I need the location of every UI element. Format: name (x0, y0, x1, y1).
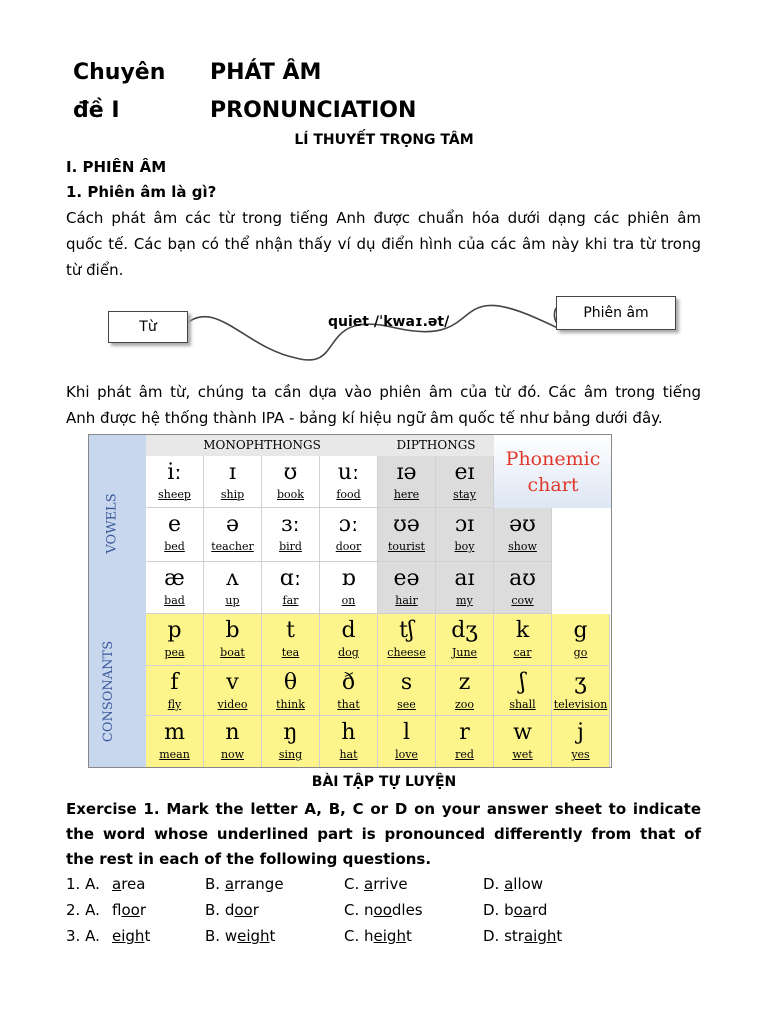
answer-option (112, 927, 150, 945)
header-diphthongs: DIPTHONGS (378, 434, 494, 457)
phoneme-cell (204, 716, 262, 768)
phoneme-example-word: up (225, 594, 240, 607)
phoneme-example-word: show (508, 540, 537, 553)
phoneme-symbol: j (577, 720, 584, 745)
phoneme-cell (436, 716, 494, 768)
option-underlined-part: oo (234, 901, 253, 919)
phoneme-symbol: ʊə (393, 512, 420, 537)
chart-title-line2: chart (527, 474, 579, 496)
phoneme-example-word: love (395, 748, 418, 761)
phoneme-cell (436, 508, 494, 562)
phoneme-example-word: tourist (388, 540, 425, 553)
phoneme-example-word: go (573, 646, 588, 659)
option-suffix: rrive (373, 875, 408, 893)
phoneme-cell (378, 508, 436, 562)
phoneme-example-word: red (455, 748, 474, 761)
phoneme-cell (552, 666, 610, 716)
option-underlined-part: a (504, 875, 514, 893)
phoneme-symbol: d (341, 618, 356, 643)
phoneme-example-word: yes (571, 748, 590, 761)
phoneme-symbol: iː (167, 460, 182, 485)
header-pronunciation: PRONUNCIATION (210, 98, 417, 123)
option-suffix: t (144, 927, 151, 945)
answer-option (483, 901, 547, 919)
phoneme-symbol: θ (283, 670, 298, 695)
phoneme-cell (146, 508, 204, 562)
option-prefix: D. str (483, 927, 524, 945)
phoneme-symbol: ɪə (396, 460, 417, 485)
question-number: 3. A. (66, 927, 100, 945)
answer-option (112, 901, 146, 919)
phoneme-example-word: bad (164, 594, 185, 607)
phoneme-example-word: sing (278, 748, 303, 761)
phoneme-cell (320, 666, 378, 716)
phoneme-cell (262, 614, 320, 666)
phoneme-symbol: əʊ (509, 512, 536, 537)
diagram-example: quiet /ˈkwaɪ.ət/ (328, 314, 450, 330)
phoneme-example-word: far (282, 594, 299, 607)
answer-option (205, 875, 284, 893)
phoneme-example-word: cow (511, 594, 534, 607)
option-underlined-part: a (224, 875, 235, 893)
phoneme-symbol: tʃ (399, 618, 414, 643)
option-prefix: fl (112, 901, 122, 919)
phoneme-cell (146, 562, 204, 614)
option-suffix: t (405, 927, 412, 945)
phoneme-example-word: car (513, 646, 532, 659)
option-suffix: rea (121, 875, 146, 893)
option-suffix: rrange (234, 875, 284, 893)
phoneme-symbol: t (286, 618, 295, 643)
question-number: 2. A. (66, 901, 100, 919)
phoneme-example-word: hat (339, 748, 358, 761)
phoneme-symbol: uː (337, 460, 360, 485)
phoneme-cell (262, 508, 320, 562)
phoneme-example-word: see (397, 698, 416, 711)
phoneme-example-word: hair (395, 594, 418, 607)
phoneme-symbol: æ (164, 566, 185, 591)
phoneme-symbol: n (225, 720, 240, 745)
option-prefix: B. (205, 875, 225, 893)
phoneme-example-word: ship (220, 488, 245, 501)
phoneme-example-word: cheese (387, 646, 426, 659)
phoneme-example-word: sheep (158, 488, 191, 501)
phoneme-cell (262, 666, 320, 716)
answer-option (205, 901, 259, 919)
exercise-instruction (66, 797, 701, 872)
phoneme-example-word: door (335, 540, 362, 553)
phoneme-cell (494, 508, 552, 562)
phoneme-example-word: tea (281, 646, 300, 659)
heading-phien-am: I. PHIÊN ÂM (66, 158, 167, 176)
phoneme-example-word: fly (167, 698, 182, 711)
instruction-line: the rest in each of the following questions. (66, 850, 432, 868)
phoneme-symbol: ɜː (281, 512, 300, 537)
option-underlined-part: eigh (373, 927, 406, 945)
option-prefix: D. (483, 875, 505, 893)
option-prefix: C. h (344, 927, 374, 945)
answer-option (483, 927, 562, 945)
option-suffix: dles (391, 901, 423, 919)
header-de: đề I (73, 98, 120, 123)
phoneme-cell (262, 716, 320, 768)
phoneme-example-word: dog (338, 646, 359, 659)
phoneme-symbol: v (226, 670, 239, 695)
exercise-section-title: BÀI TẬP TỰ LUYỆN (311, 774, 457, 790)
phoneme-cell (146, 716, 204, 768)
phoneme-cell (494, 562, 552, 614)
paragraph-1 (66, 205, 701, 283)
option-underlined-part: a (364, 875, 374, 893)
paragraph-2-line: Khi phát âm từ, chúng ta cần dựa vào phiên âm của từ đó. Các âm trong tiếng (66, 383, 701, 401)
phoneme-example-word: wet (512, 748, 533, 761)
consonants-side-panel (88, 614, 146, 768)
phoneme-symbol: aʊ (509, 566, 536, 591)
phoneme-symbol: ɒ (341, 566, 356, 591)
phoneme-symbol: eɪ (454, 460, 475, 485)
phoneme-cell (494, 614, 552, 666)
phoneme-symbol: b (225, 618, 240, 643)
option-suffix: r (139, 901, 146, 919)
option-prefix: B. d (205, 901, 235, 919)
option-prefix: C. n (344, 901, 374, 919)
phoneme-symbol: e (167, 512, 182, 537)
phoneme-symbol: dʒ (451, 618, 478, 643)
phoneme-example-word: boy (454, 540, 475, 553)
phoneme-symbol: ɑː (279, 566, 302, 591)
option-underlined-part: oo (121, 901, 140, 919)
phoneme-cell (436, 562, 494, 614)
header-phat-am: PHÁT ÂM (210, 60, 322, 85)
phoneme-cell (146, 666, 204, 716)
phoneme-example-word: book (277, 488, 304, 501)
option-suffix: llow (513, 875, 544, 893)
phoneme-symbol: f (170, 670, 179, 695)
phoneme-cell (320, 614, 378, 666)
phoneme-cell (146, 456, 204, 508)
answer-option (205, 927, 275, 945)
option-prefix: B. w (205, 927, 238, 945)
diagram-label-tu: Từ (108, 311, 188, 343)
phoneme-example-word: pea (164, 646, 185, 659)
phoneme-cell (204, 508, 262, 562)
phoneme-example-word: that (337, 698, 360, 711)
phoneme-symbol: ʃ (519, 670, 526, 695)
phoneme-cell (436, 456, 494, 508)
phoneme-cell (378, 666, 436, 716)
phoneme-cell (204, 614, 262, 666)
phoneme-symbol: z (458, 670, 471, 695)
phoneme-cell (204, 562, 262, 614)
phoneme-cell (320, 562, 378, 614)
phoneme-symbol: h (341, 720, 356, 745)
phoneme-example-word: here (393, 488, 420, 501)
phoneme-example-word: stay (453, 488, 476, 501)
option-suffix: t (556, 927, 563, 945)
option-underlined-part: a (112, 875, 122, 893)
side-label-vowels: VOWELS (104, 493, 120, 554)
option-underlined-part: oa (513, 901, 532, 919)
phoneme-symbol: aɪ (454, 566, 475, 591)
paragraph-1-line: từ điển. (66, 261, 124, 279)
phoneme-example-word: boat (220, 646, 245, 659)
phoneme-cell (552, 716, 610, 768)
side-label-consonants: CONSONANTS (101, 640, 117, 743)
phoneme-example-word: bird (279, 540, 302, 553)
phoneme-example-word: teacher (211, 540, 254, 553)
phoneme-example-word: mean (159, 748, 190, 761)
phoneme-cell (378, 456, 436, 508)
phoneme-symbol: ə (225, 512, 240, 537)
answer-option (344, 875, 408, 893)
phoneme-example-word: think (276, 698, 305, 711)
phoneme-cell (320, 716, 378, 768)
paragraph-1-line: quốc tế. Các bạn có thể nhận thấy ví dụ điển hình của các âm này khi tra từ trong (66, 235, 701, 253)
paragraph-2 (66, 379, 701, 431)
phoneme-symbol: g (573, 618, 588, 643)
phoneme-symbol: ð (341, 670, 356, 695)
section-title: LÍ THUYẾT TRỌNG TÂM (294, 132, 474, 148)
option-suffix: r (252, 901, 259, 919)
paragraph-2-line: Anh được hệ thống thành IPA - bảng kí hiệu ngữ âm quốc tế như bảng dưới đây. (66, 409, 663, 427)
diagram-label-phien-am: Phiên âm (556, 296, 676, 330)
phoneme-symbol: m (164, 720, 185, 745)
phoneme-cell (262, 456, 320, 508)
heading-phien-am-la-gi: 1. Phiên âm là gì? (66, 183, 217, 201)
answer-option (112, 875, 145, 893)
phoneme-symbol: r (459, 720, 470, 745)
phoneme-symbol: l (402, 720, 411, 745)
phoneme-example-word: zoo (454, 698, 475, 711)
chart-title-area (494, 434, 612, 508)
phoneme-symbol: ʊ (283, 460, 298, 485)
phoneme-cell (436, 666, 494, 716)
header-chuyen: Chuyên (73, 60, 166, 85)
phoneme-symbol: ʌ (226, 566, 239, 591)
phoneme-cell (378, 614, 436, 666)
phoneme-cell (262, 562, 320, 614)
phoneme-example-word: June (451, 646, 478, 659)
instruction-line: the word whose underlined part is pronounced differently from that of (66, 825, 701, 843)
option-prefix: C. (344, 875, 365, 893)
phoneme-example-word: television (553, 698, 608, 711)
phoneme-example-word: shall (509, 698, 536, 711)
phoneme-cell (552, 614, 610, 666)
phoneme-example-word: on (341, 594, 356, 607)
phoneme-symbol: ɪ (228, 460, 237, 485)
phoneme-cell (204, 456, 262, 508)
chart-title-line1: Phonemic (505, 448, 601, 470)
phoneme-cell (320, 508, 378, 562)
phoneme-symbol: w (513, 720, 532, 745)
question-number: 1. A. (66, 875, 100, 893)
phonemic-chart (88, 434, 612, 768)
phoneme-cell (378, 562, 436, 614)
phoneme-example-word: bed (164, 540, 185, 553)
phoneme-example-word: video (217, 698, 248, 711)
option-underlined-part: eigh (237, 927, 270, 945)
phoneme-symbol: k (515, 618, 530, 643)
phoneme-symbol: ŋ (283, 720, 298, 745)
phoneme-cell (494, 666, 552, 716)
phoneme-cell (146, 614, 204, 666)
answer-option (344, 901, 423, 919)
instruction-line: Exercise 1. Mark the letter A, B, C or D on your answer sheet to indicate (66, 800, 701, 818)
option-suffix: t (269, 927, 276, 945)
phoneme-example-word: now (220, 748, 245, 761)
phoneme-example-word: food (336, 488, 361, 501)
header-monophthongs: MONOPHTHONGS (146, 434, 378, 457)
option-underlined-part: eigh (112, 927, 145, 945)
phonetic-diagram (66, 288, 706, 372)
phoneme-symbol: ɔɪ (454, 512, 475, 537)
answer-option (483, 875, 543, 893)
phoneme-cell (378, 716, 436, 768)
phoneme-symbol: eə (393, 566, 420, 591)
phoneme-symbol: ɔː (338, 512, 359, 537)
phoneme-cell (204, 666, 262, 716)
phoneme-cell (436, 614, 494, 666)
phoneme-symbol: ʒ (574, 670, 587, 695)
phoneme-symbol: p (167, 618, 182, 643)
option-suffix: rd (531, 901, 548, 919)
phoneme-example-word: my (456, 594, 473, 607)
paragraph-1-line: Cách phát âm các từ trong tiếng Anh được chuẩn hóa dưới dạng các phiên âm (66, 209, 701, 227)
option-prefix: D. b (483, 901, 514, 919)
option-underlined-part: oo (373, 901, 392, 919)
phoneme-cell (320, 456, 378, 508)
option-underlined-part: aigh (523, 927, 557, 945)
answer-option (344, 927, 412, 945)
phoneme-cell (494, 716, 552, 768)
phoneme-symbol: s (400, 670, 413, 695)
